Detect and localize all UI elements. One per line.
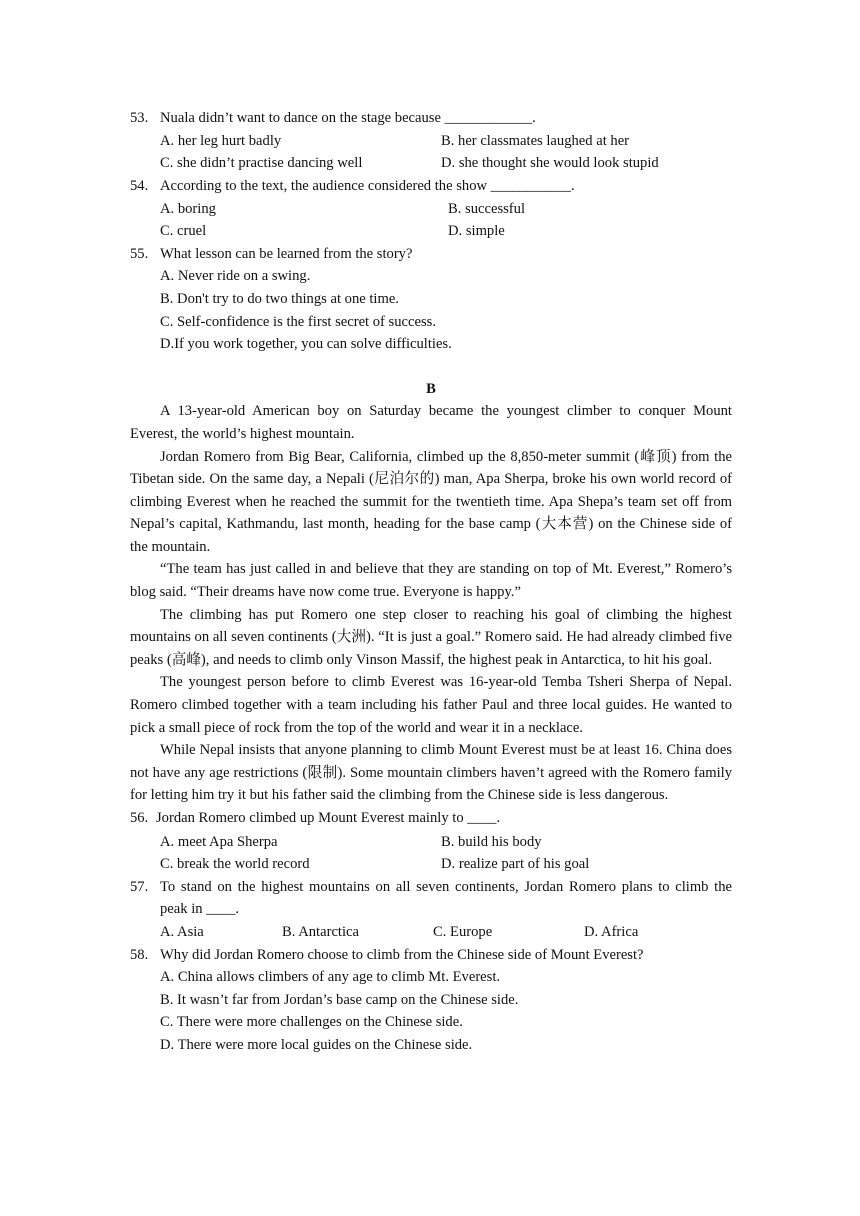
option-d: D.If you work together, you can solve difficulties. bbox=[160, 336, 452, 353]
option-a: A. her leg hurt badly bbox=[160, 132, 282, 149]
exam-content bbox=[130, 107, 732, 1057]
option-c: C. cruel bbox=[160, 223, 207, 240]
question-55 bbox=[130, 243, 732, 356]
question-text: Why did Jordan Romero choose to climb from the Chinese side of Mount Everest? bbox=[160, 946, 644, 963]
option-a: A. Asia bbox=[160, 923, 204, 940]
question-text: Jordan Romero climbed up Mount Everest mainly to ____. bbox=[156, 810, 501, 826]
question-number: 54. bbox=[130, 177, 149, 194]
question-53 bbox=[130, 107, 732, 175]
passage-paragraph: The youngest person before to climb Everest was 16-year-old Temba Tsheri Sherpa of Nepal. Romero climbed together with a team including his father Paul and three local guides. He wanted to pick a small piece of rock from the top of the world and wear it in a necklace. bbox=[130, 674, 732, 736]
option-c: C. Europe bbox=[433, 923, 493, 940]
option-c: C. break the world record bbox=[160, 856, 310, 873]
passage-paragraph: The climbing has put Romero one step closer to reaching his goal of climbing the highest mountains on all seven continents (大洲). “It is just a goal.” Romero said. He had already climbed five peaks (高峰), and needs to climb only Vinson Massif, the highest peak in Antarctica, to hit his goal. bbox=[130, 606, 732, 668]
question-number: 55. bbox=[130, 245, 149, 262]
question-54 bbox=[130, 175, 732, 243]
option-d: D. simple bbox=[448, 223, 505, 240]
option-b: B. build his body bbox=[441, 833, 542, 850]
question-58 bbox=[130, 944, 732, 1057]
question-number: 53. bbox=[130, 110, 149, 126]
passage-paragraph: A 13-year-old American boy on Saturday became the youngest climber to conquer Mount Everest, the world’s highest mountain. bbox=[130, 403, 732, 442]
option-a: A. China allows climbers of any age to climb Mt. Everest. bbox=[160, 969, 501, 986]
question-text: What lesson can be learned from the story? bbox=[160, 245, 413, 262]
option-b: B. It wasn’t far from Jordan’s base camp on the Chinese side. bbox=[160, 991, 519, 1008]
question-number: 56. bbox=[130, 810, 149, 826]
option-b: B. Antarctica bbox=[282, 923, 359, 940]
section-heading: B bbox=[426, 380, 436, 397]
passage-paragraph: “The team has just called in and believe that they are standing on top of Mt. Everest,” Romero’s blog said. “Their dreams have now come true. Everyone is happy.” bbox=[130, 561, 732, 601]
question-text: Nuala didn’t want to dance on the stage because ____________. bbox=[160, 110, 536, 126]
question-text: To stand on the highest mountains on all seven continents, Jordan Romero plans to climb the peak in ____. bbox=[160, 878, 732, 918]
option-c: C. There were more challenges on the Chinese side. bbox=[160, 1014, 463, 1031]
question-56 bbox=[130, 807, 732, 876]
option-a: A. Never ride on a swing. bbox=[160, 268, 311, 285]
option-d: D. she thought she would look stupid bbox=[441, 155, 659, 172]
question-57 bbox=[130, 876, 732, 944]
question-text: According to the text, the audience considered the show ___________. bbox=[160, 177, 575, 194]
option-c: C. Self-confidence is the first secret of success. bbox=[160, 313, 436, 330]
option-a: A. boring bbox=[160, 200, 216, 217]
option-d: D. Africa bbox=[584, 923, 639, 940]
option-b: B. successful bbox=[448, 200, 526, 217]
reading-passage bbox=[130, 400, 732, 807]
question-number: 58. bbox=[130, 946, 149, 963]
option-b: B. her classmates laughed at her bbox=[441, 132, 630, 149]
passage-paragraph: Jordan Romero from Big Bear, California, climbed up the 8,850-meter summit (峰顶) from the Tibetan side. On the same day, a Nepali (尼泊尔的) man, Apa Sherpa, broke his own world record of climbing Everest when he reached the summit for the twentieth time. Apa Shepa’s team set off from Nepal’s capital, Kathmandu, last month, heading for the base camp (大本营) on the Chinese side of the mountain. bbox=[130, 448, 732, 555]
passage-paragraph: While Nepal insists that anyone planning to climb Mount Everest must be at least 16. China does not have any age restrictions (限制). Some mountain climbers haven’t agreed with the Romero family for letting him try it but his father said the climbing from the Chinese side is less dangerous. bbox=[130, 742, 732, 804]
question-number: 57. bbox=[130, 878, 149, 895]
option-b: B. Don't try to do two things at one time. bbox=[160, 290, 399, 307]
option-d: D. There were more local guides on the Chinese side. bbox=[160, 1036, 473, 1053]
option-a: A. meet Apa Sherpa bbox=[160, 833, 278, 850]
option-d: D. realize part of his goal bbox=[441, 856, 590, 873]
option-c: C. she didn’t practise dancing well bbox=[160, 155, 363, 172]
